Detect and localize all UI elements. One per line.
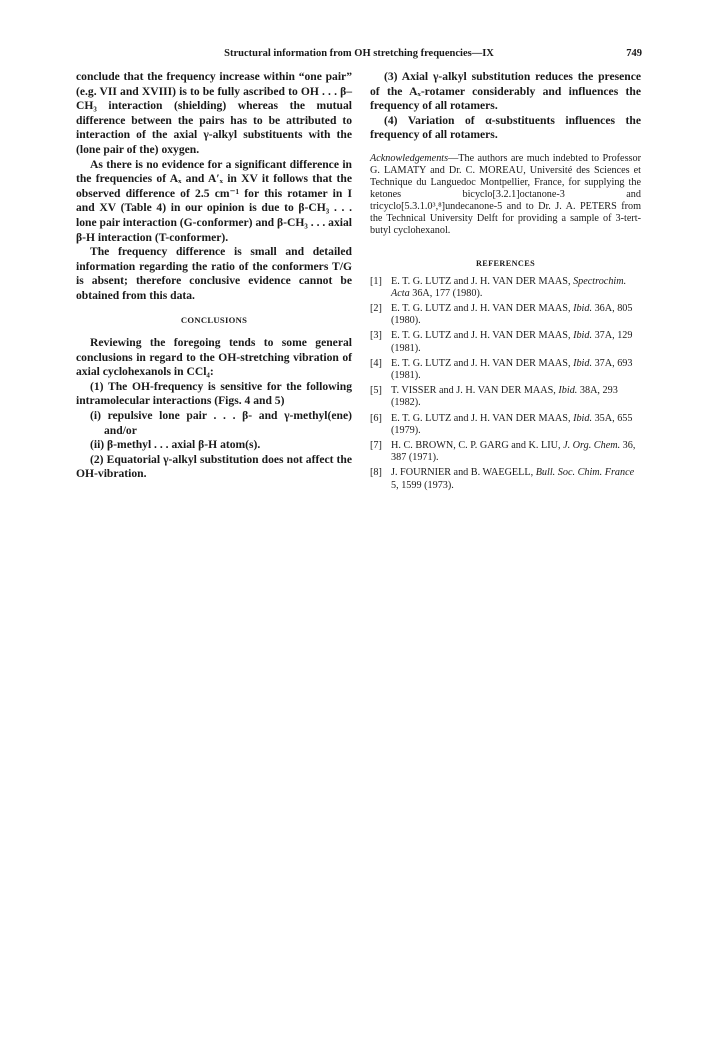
paragraph: Reviewing the foregoing tends to some general conclusions in regard to the OH-stretching vibration of axial cyclohexanols in CCl₄: bbox=[76, 336, 352, 379]
reference-number: [1] bbox=[370, 275, 382, 287]
acknowledgements-lead: Acknowledgements bbox=[370, 152, 449, 164]
reference-authors: J. FOURNIER and B. WAEGELL, bbox=[391, 467, 536, 479]
right-column bbox=[370, 70, 641, 495]
reference-journal: Ibid. bbox=[573, 412, 593, 424]
running-header bbox=[76, 48, 642, 64]
paragraph: (2) Equatorial γ-alkyl substitution does not affect the OH-vibration. bbox=[76, 452, 352, 481]
reference-number: [5] bbox=[370, 385, 382, 397]
reference-item bbox=[370, 413, 641, 437]
reference-number: [3] bbox=[370, 330, 382, 342]
reference-journal: Ibid. bbox=[573, 357, 593, 369]
reference-authors: E. T. G. LUTZ and J. H. VAN DER MAAS, bbox=[391, 412, 574, 424]
reference-details: 37A, 129 (1981). bbox=[391, 330, 633, 354]
reference-item bbox=[370, 358, 641, 382]
reference-details: 38A, 293 (1982). bbox=[391, 385, 618, 409]
reference-item bbox=[370, 330, 641, 354]
reference-journal: Ibid. bbox=[573, 302, 593, 314]
section-heading-conclusions: CONCLUSIONS bbox=[180, 314, 248, 325]
running-title: Structural information from OH stretching frequencies—IX bbox=[224, 48, 494, 59]
reference-journal: Spectrochim. Acta bbox=[391, 275, 627, 299]
page-number: 749 bbox=[626, 48, 642, 59]
reference-journal: Ibid. bbox=[573, 330, 593, 342]
reference-details: 36A, 177 (1980). bbox=[409, 287, 483, 299]
list-item: (ii) β-methyl . . . axial β-H atom(s). bbox=[90, 438, 261, 452]
reference-item bbox=[370, 440, 641, 464]
acknowledgements bbox=[370, 153, 641, 237]
section-heading-references: REFERENCES bbox=[475, 258, 536, 268]
reference-item bbox=[370, 303, 641, 327]
reference-item bbox=[370, 467, 641, 491]
paragraph: (1) The OH-frequency is sensitive for the following intramolecular interactions (Figs. 4 and 5) bbox=[76, 379, 352, 408]
reference-number: [8] bbox=[370, 467, 382, 479]
acknowledgements-text: —The authors are much indebted to Professor G. LAMATY and Dr. C. MOREAU, Université des Sciences et Technique du Languedoc Montpellier, France, for supplying the ketones bicyclo[3.2.1]octanone-3 and tricyclo[5.3.1.0³,⁸]undecanone-5 and to Dr. J. A. PETERS from the Technical University Delft for providing a sample of 3-tert-butyl cyclohexanol. bbox=[370, 152, 641, 236]
reference-details: 37A, 693 (1981). bbox=[391, 357, 633, 381]
reference-item bbox=[370, 276, 641, 300]
reference-authors: E. T. G. LUTZ and J. H. VAN DER MAAS, bbox=[391, 357, 574, 369]
reference-authors: T. VISSER and J. H. VAN DER MAAS, bbox=[391, 385, 559, 397]
reference-item bbox=[370, 385, 641, 409]
reference-number: [2] bbox=[370, 302, 382, 314]
reference-number: [6] bbox=[370, 412, 382, 424]
reference-details: 35A, 655 (1979). bbox=[391, 412, 633, 436]
reference-details: 36A, 805 (1980). bbox=[391, 302, 633, 327]
reference-details: 5, 1599 (1973). bbox=[391, 479, 454, 491]
reference-details: 36, 387 (1971). bbox=[391, 440, 636, 464]
reference-authors: H. C. BROWN, C. P. GARG and K. LIU, bbox=[391, 440, 564, 451]
reference-journal: J. Org. Chem. bbox=[563, 440, 621, 451]
reference-authors: E. T. G. LUTZ and J. H. VAN DER MAAS, bbox=[391, 302, 574, 314]
paragraph: (3) Axial γ-alkyl substitution reduces the presence of the Aₓ-rotamer considerably and influences the frequency of all rotamers. bbox=[370, 70, 641, 113]
reference-journal: Ibid. bbox=[558, 385, 578, 397]
paragraph: (4) Variation of α-substituents influences the frequency of all rotamers. bbox=[370, 113, 641, 142]
reference-number: [7] bbox=[370, 440, 382, 451]
reference-authors: E. T. G. LUTZ and J. H. VAN DER MAAS, bbox=[391, 275, 574, 287]
paragraph: conclude that the frequency increase within “one pair” (e.g. VII and XVIII) is to be fully ascribed to OH . . . β–CH₃ interaction (shielding) whereas the mutual difference between the pairs has to be attributed to interaction of the axial γ-alkyl substituents with the (lone pair of the) oxygen. bbox=[76, 70, 352, 156]
paragraph: As there is no evidence for a significant difference in the frequencies of Aₓ and A′ₓ in XV it follows that the observed difference of 2.5 cm⁻¹ for this rotamer in I and XV (Table 4) in our opinion is due to β-CH₃ . . . lone pair interaction (G-conformer) and β-CH₃ . . . axial β-H interaction (T-conformer). bbox=[76, 157, 352, 244]
left-column bbox=[76, 70, 352, 482]
list-item: (i) repulsive lone pair . . . β- and γ-methyl(ene) and/or bbox=[90, 409, 352, 437]
reference-journal: Bull. Soc. Chim. France bbox=[535, 467, 635, 479]
paragraph: The frequency difference is small and detailed information regarding the ratio of the conformers T/G is absent; therefore conclusive evidence cannot be obtained from this data. bbox=[76, 245, 352, 302]
reference-authors: E. T. G. LUTZ and J. H. VAN DER MAAS, bbox=[391, 330, 574, 342]
reference-list bbox=[370, 276, 641, 492]
reference-number: [4] bbox=[370, 357, 382, 369]
